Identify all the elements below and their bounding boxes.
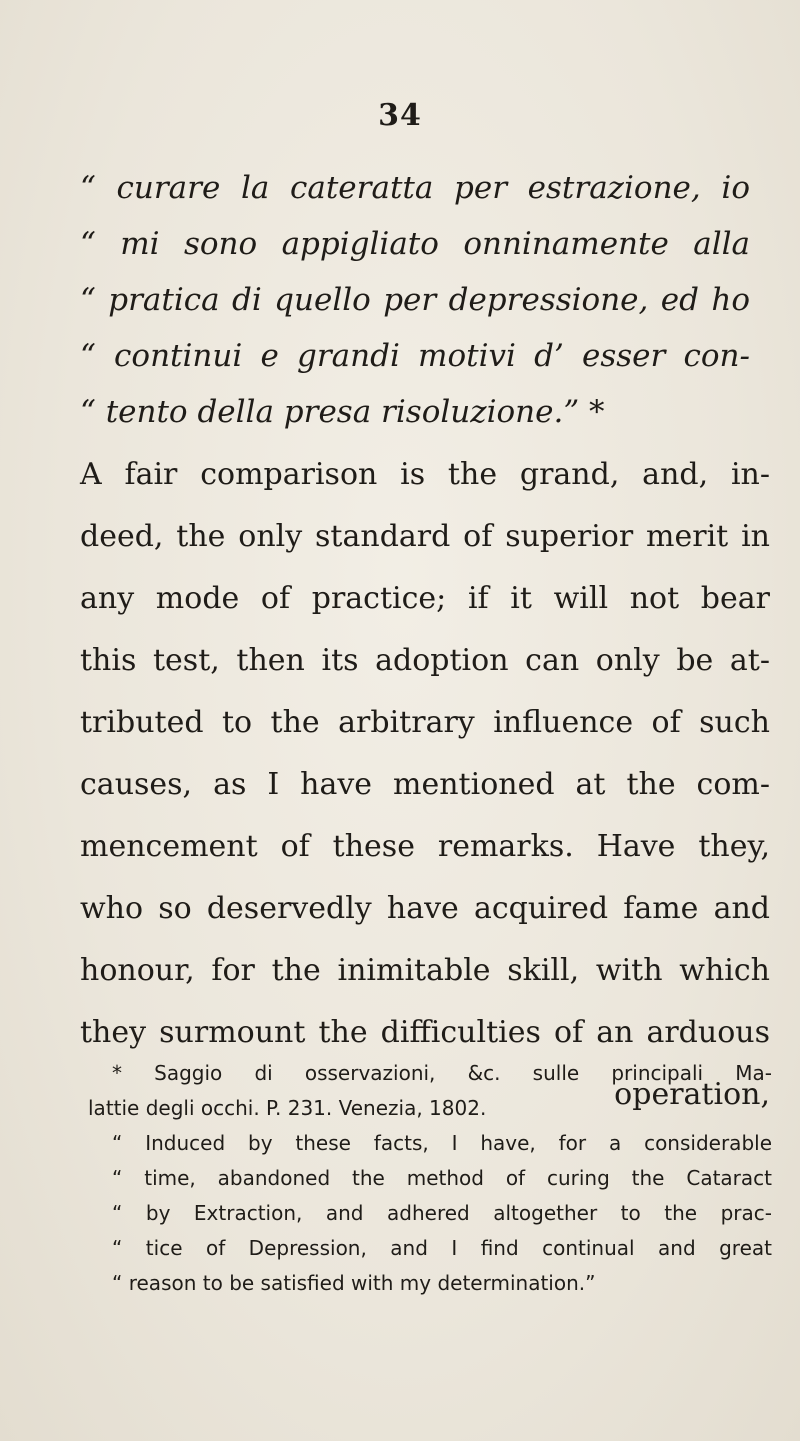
body-line: mencement of these remarks. Have they, (80, 829, 770, 864)
footnote-line: “ Induced by these facts, I have, for a considerable (112, 1131, 772, 1155)
footnote-line: lattie degli occhi. P. 231. Venezia, 1802. (88, 1096, 487, 1120)
footnote-line: “ tice of Depression, and I find continual and great (112, 1236, 772, 1260)
body-line: any mode of practice; if it will not bear (80, 581, 770, 616)
page-number: 34 (378, 98, 422, 133)
quote-line: “ tento della presa risoluzione.” * (80, 394, 605, 430)
footnote-line: “ by Extraction, and adhered altogether to the prac- (112, 1201, 772, 1225)
footnote (88, 1056, 772, 1301)
catchword: operation, (614, 1077, 770, 1112)
italian-quote (80, 160, 750, 440)
quote-line: “ mi sono appigliato onninamente alla (80, 226, 750, 262)
body-paragraph (80, 444, 770, 1126)
body-line: they surmount the difficulties of an arduous (80, 1015, 770, 1050)
footnote-line: “ reason to be satisfied with my determination.” (112, 1271, 596, 1295)
quote-line: “ pratica di quello per depressione, ed ho (80, 282, 750, 318)
body-line: who so deservedly have acquired fame and (80, 891, 770, 926)
footnote-line: “ time, abandoned the method of curing the Cataract (112, 1166, 772, 1190)
body-line: tributed to the arbitrary influence of such (80, 705, 770, 740)
body-line: causes, as I have mentioned at the com- (80, 767, 770, 802)
body-line: A fair comparison is the grand, and, in- (80, 457, 770, 492)
quote-line: “ continui e grandi motivi d’ esser con- (80, 338, 750, 374)
quote-line: “ curare la cateratta per estrazione, io (80, 170, 750, 206)
body-line: deed, the only standard of superior merit in (80, 519, 770, 554)
body-line: this test, then its adoption can only be at- (80, 643, 770, 678)
footnote-line: * Saggio di osservazioni, &c. sulle principali Ma- (112, 1061, 772, 1085)
body-line: honour, for the inimitable skill, with which (80, 953, 770, 988)
